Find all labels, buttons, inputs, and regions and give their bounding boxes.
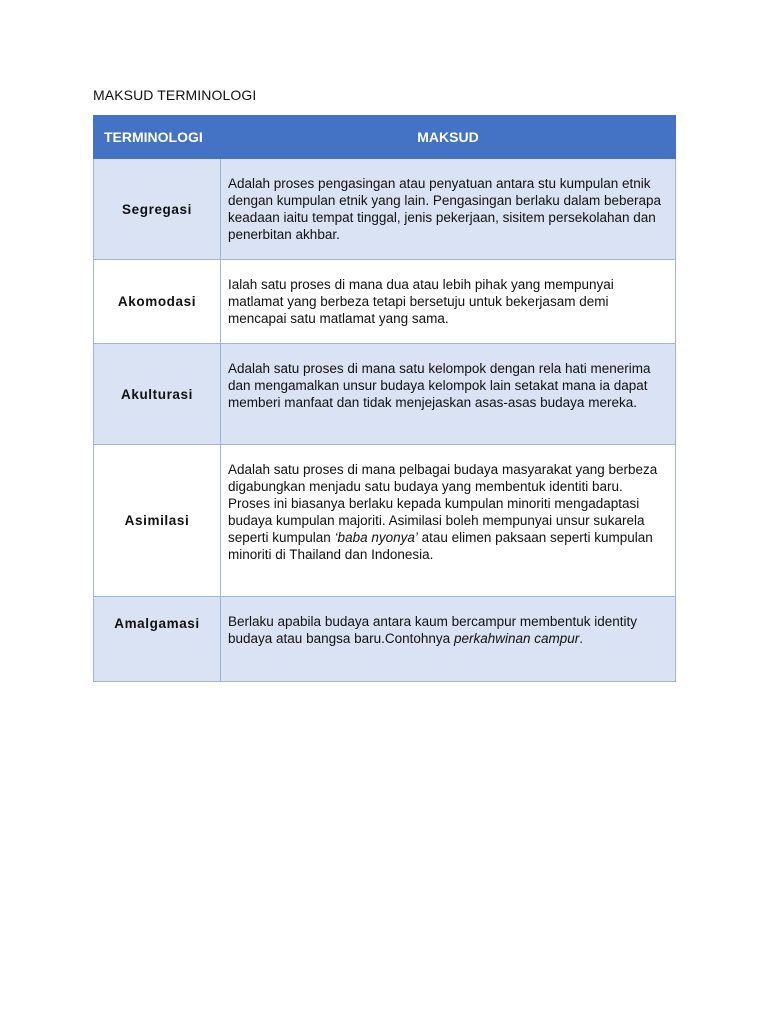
table-row	[94, 260, 676, 344]
definition-akomodasi: Ialah satu proses di mana dua atau lebih pihak yang mempunyai matlamat yang berbeza tetapi bersetuju untuk bekerjasam demi mencapai satu matlamat yang sama.	[221, 260, 676, 344]
definition-segregasi: Adalah proses pengasingan atau penyatuan antara stu kumpulan etnik dengan kumpulan etnik yang lain. Pengasingan berlaku dalam beberapa keadaan iaitu tempat tinggal, jenis pekerjaan, sisitem persekolahan dan penerbitan akhbar.	[221, 159, 676, 260]
term-segregasi: Segregasi	[94, 159, 221, 260]
definition-akulturasi: Adalah satu proses di mana satu kelompok dengan rela hati menerima dan mengamalkan unsur budaya kelompok lain setakat mana ia dapat memberi manfaat dan tidak menjejaskan asas-asas budaya mereka.	[221, 344, 676, 445]
definition-asimilasi-italic: ‘baba nyonya’	[334, 530, 418, 545]
header-maksud: MAKSUD	[221, 116, 676, 159]
table-row	[94, 445, 676, 597]
definition-amalgamasi-italic: perkahwinan campur	[453, 631, 580, 646]
term-amalgamasi: Amalgamasi	[94, 597, 221, 682]
term-akulturasi: Akulturasi	[94, 344, 221, 445]
term-akomodasi: Akomodasi	[94, 260, 221, 344]
table-row	[94, 597, 676, 682]
definition-amalgamasi-text-1: Berlaku apabila budaya antara kaum bercampur membentuk identity budaya atau bangsa baru.Contohnya	[228, 614, 637, 646]
table-header-row	[94, 116, 676, 159]
definition-amalgamasi-text-2: .	[579, 631, 584, 646]
table-row	[94, 344, 676, 445]
definition-amalgamasi	[221, 597, 676, 682]
document-title: MAKSUD TERMINOLOGI	[93, 87, 257, 103]
definition-asimilasi-text-1: Adalah satu proses di mana pelbagai budaya masyarakat yang berbeza digabungkan menjadu satu budaya yang membentuk identiti baru. Proses ini biasanya berlaku kepada kumpulan minoriti mengadaptasi budaya kumpulan majoriti. Asimilasi boleh mempunyai unsur sukarela seperti kumpulan	[228, 462, 658, 545]
terminology-table	[93, 115, 676, 682]
definition-asimilasi-text-2: atau elimen paksaan seperti kumpulan minoriti di Thailand dan Indonesia.	[228, 530, 653, 562]
term-asimilasi: Asimilasi	[94, 445, 221, 597]
definition-asimilasi	[221, 445, 676, 597]
table-row	[94, 159, 676, 260]
header-terminologi: TERMINOLOGI	[94, 116, 221, 159]
